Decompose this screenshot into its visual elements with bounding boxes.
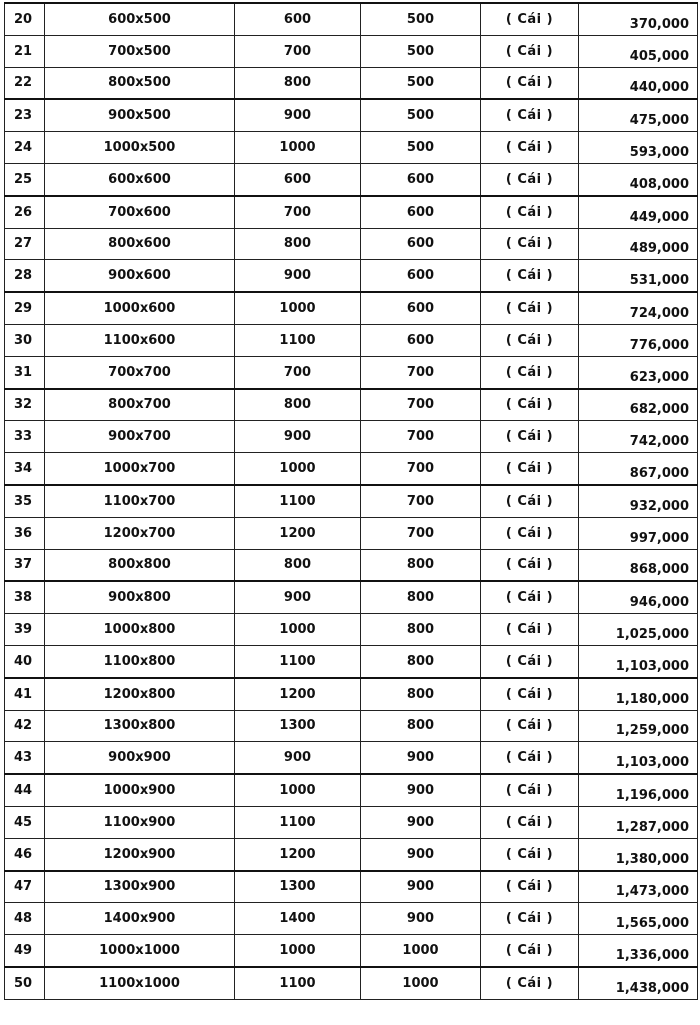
row-number-cell: 46: [5, 838, 45, 870]
price-cell: 1,196,000: [579, 774, 698, 806]
width-cell: 800: [235, 389, 361, 421]
unit-cell: ( Cái ): [481, 549, 579, 581]
row-number-cell: 33: [5, 421, 45, 453]
price-cell: 1,380,000: [579, 838, 698, 870]
size-cell: 600x600: [45, 163, 235, 195]
width-cell: 1300: [235, 710, 361, 742]
height-cell: 900: [361, 806, 481, 838]
unit-cell: ( Cái ): [481, 292, 579, 324]
price-cell: 408,000: [579, 163, 698, 195]
row-number-cell: 44: [5, 774, 45, 806]
unit-cell: ( Cái ): [481, 710, 579, 742]
unit-cell: ( Cái ): [481, 935, 579, 967]
width-cell: 1100: [235, 967, 361, 999]
width-cell: 900: [235, 421, 361, 453]
width-cell: 1000: [235, 935, 361, 967]
height-cell: 500: [361, 99, 481, 131]
width-cell: 900: [235, 99, 361, 131]
width-cell: 800: [235, 549, 361, 581]
price-cell: 682,000: [579, 389, 698, 421]
width-cell: 1000: [235, 132, 361, 164]
unit-cell: ( Cái ): [481, 324, 579, 356]
size-cell: 1000x800: [45, 614, 235, 646]
row-number-cell: 42: [5, 710, 45, 742]
price-cell: 623,000: [579, 356, 698, 388]
height-cell: 800: [361, 581, 481, 613]
width-cell: 600: [235, 3, 361, 35]
price-cell: 531,000: [579, 260, 698, 292]
unit-cell: ( Cái ): [481, 838, 579, 870]
row-number-cell: 34: [5, 453, 45, 485]
width-cell: 1000: [235, 453, 361, 485]
price-table: [4, 2, 698, 1000]
table-row: [5, 742, 698, 774]
width-cell: 1000: [235, 292, 361, 324]
height-cell: 500: [361, 35, 481, 67]
price-cell: 1,565,000: [579, 903, 698, 935]
table-row: [5, 356, 698, 388]
table-row: [5, 614, 698, 646]
height-cell: 600: [361, 228, 481, 260]
table-row: [5, 421, 698, 453]
price-cell: 475,000: [579, 99, 698, 131]
row-number-cell: 35: [5, 485, 45, 517]
unit-cell: ( Cái ): [481, 132, 579, 164]
height-cell: 600: [361, 196, 481, 228]
height-cell: 900: [361, 742, 481, 774]
table-row: [5, 163, 698, 195]
height-cell: 600: [361, 163, 481, 195]
height-cell: 800: [361, 645, 481, 677]
row-number-cell: 26: [5, 196, 45, 228]
width-cell: 1100: [235, 806, 361, 838]
unit-cell: ( Cái ): [481, 35, 579, 67]
price-cell: 440,000: [579, 67, 698, 99]
height-cell: 500: [361, 3, 481, 35]
size-cell: 700x500: [45, 35, 235, 67]
table-row: [5, 292, 698, 324]
unit-cell: ( Cái ): [481, 678, 579, 710]
table-row: [5, 967, 698, 999]
size-cell: 700x600: [45, 196, 235, 228]
width-cell: 800: [235, 228, 361, 260]
size-cell: 800x600: [45, 228, 235, 260]
size-cell: 1000x1000: [45, 935, 235, 967]
size-cell: 1100x700: [45, 485, 235, 517]
price-cell: 1,103,000: [579, 645, 698, 677]
price-cell: 449,000: [579, 196, 698, 228]
size-cell: 1200x800: [45, 678, 235, 710]
price-cell: 1,438,000: [579, 967, 698, 999]
width-cell: 900: [235, 260, 361, 292]
width-cell: 800: [235, 67, 361, 99]
price-cell: 868,000: [579, 549, 698, 581]
unit-cell: ( Cái ): [481, 196, 579, 228]
size-cell: 1400x900: [45, 903, 235, 935]
width-cell: 1100: [235, 645, 361, 677]
height-cell: 700: [361, 389, 481, 421]
unit-cell: ( Cái ): [481, 742, 579, 774]
width-cell: 1000: [235, 614, 361, 646]
width-cell: 1200: [235, 517, 361, 549]
row-number-cell: 23: [5, 99, 45, 131]
width-cell: 700: [235, 196, 361, 228]
unit-cell: ( Cái ): [481, 485, 579, 517]
price-cell: 1,336,000: [579, 935, 698, 967]
price-table-body: [5, 3, 698, 999]
price-cell: 724,000: [579, 292, 698, 324]
unit-cell: ( Cái ): [481, 228, 579, 260]
price-cell: 997,000: [579, 517, 698, 549]
size-cell: 1000x600: [45, 292, 235, 324]
height-cell: 700: [361, 453, 481, 485]
height-cell: 800: [361, 614, 481, 646]
size-cell: 1200x700: [45, 517, 235, 549]
price-cell: 489,000: [579, 228, 698, 260]
unit-cell: ( Cái ): [481, 421, 579, 453]
unit-cell: ( Cái ): [481, 903, 579, 935]
width-cell: 1300: [235, 871, 361, 903]
row-number-cell: 49: [5, 935, 45, 967]
size-cell: 1100x800: [45, 645, 235, 677]
row-number-cell: 50: [5, 967, 45, 999]
size-cell: 800x800: [45, 549, 235, 581]
unit-cell: ( Cái ): [481, 389, 579, 421]
size-cell: 1100x900: [45, 806, 235, 838]
row-number-cell: 22: [5, 67, 45, 99]
row-number-cell: 40: [5, 645, 45, 677]
row-number-cell: 25: [5, 163, 45, 195]
price-cell: 405,000: [579, 35, 698, 67]
row-number-cell: 24: [5, 132, 45, 164]
unit-cell: ( Cái ): [481, 260, 579, 292]
height-cell: 1000: [361, 967, 481, 999]
size-cell: 1100x600: [45, 324, 235, 356]
width-cell: 1400: [235, 903, 361, 935]
table-row: [5, 453, 698, 485]
row-number-cell: 30: [5, 324, 45, 356]
table-row: [5, 260, 698, 292]
size-cell: 800x500: [45, 67, 235, 99]
height-cell: 600: [361, 260, 481, 292]
table-row: [5, 517, 698, 549]
unit-cell: ( Cái ): [481, 581, 579, 613]
price-cell: 867,000: [579, 453, 698, 485]
table-row: [5, 903, 698, 935]
price-cell: 1,180,000: [579, 678, 698, 710]
price-cell: 593,000: [579, 132, 698, 164]
price-cell: 1,259,000: [579, 710, 698, 742]
unit-cell: ( Cái ): [481, 517, 579, 549]
table-row: [5, 935, 698, 967]
row-number-cell: 27: [5, 228, 45, 260]
unit-cell: ( Cái ): [481, 774, 579, 806]
size-cell: 600x500: [45, 3, 235, 35]
size-cell: 1100x1000: [45, 967, 235, 999]
table-row: [5, 99, 698, 131]
table-row: [5, 324, 698, 356]
size-cell: 900x700: [45, 421, 235, 453]
row-number-cell: 31: [5, 356, 45, 388]
size-cell: 800x700: [45, 389, 235, 421]
height-cell: 900: [361, 871, 481, 903]
width-cell: 1200: [235, 838, 361, 870]
price-cell: 370,000: [579, 3, 698, 35]
row-number-cell: 39: [5, 614, 45, 646]
width-cell: 1100: [235, 324, 361, 356]
table-row: [5, 389, 698, 421]
row-number-cell: 32: [5, 389, 45, 421]
row-number-cell: 45: [5, 806, 45, 838]
height-cell: 600: [361, 292, 481, 324]
table-row: [5, 549, 698, 581]
table-row: [5, 645, 698, 677]
row-number-cell: 41: [5, 678, 45, 710]
price-cell: 1,025,000: [579, 614, 698, 646]
width-cell: 600: [235, 163, 361, 195]
unit-cell: ( Cái ): [481, 453, 579, 485]
size-cell: 1300x900: [45, 871, 235, 903]
height-cell: 900: [361, 903, 481, 935]
height-cell: 700: [361, 517, 481, 549]
table-row: [5, 871, 698, 903]
price-cell: 932,000: [579, 485, 698, 517]
row-number-cell: 20: [5, 3, 45, 35]
height-cell: 600: [361, 324, 481, 356]
table-row: [5, 228, 698, 260]
size-cell: 900x500: [45, 99, 235, 131]
unit-cell: ( Cái ): [481, 967, 579, 999]
price-cell: 1,473,000: [579, 871, 698, 903]
width-cell: 700: [235, 356, 361, 388]
price-cell: 946,000: [579, 581, 698, 613]
price-cell: 1,103,000: [579, 742, 698, 774]
height-cell: 700: [361, 485, 481, 517]
row-number-cell: 29: [5, 292, 45, 324]
price-cell: 742,000: [579, 421, 698, 453]
height-cell: 700: [361, 356, 481, 388]
table-row: [5, 581, 698, 613]
height-cell: 500: [361, 67, 481, 99]
height-cell: 500: [361, 132, 481, 164]
table-row: [5, 67, 698, 99]
size-cell: 900x900: [45, 742, 235, 774]
width-cell: 900: [235, 581, 361, 613]
table-row: [5, 196, 698, 228]
row-number-cell: 38: [5, 581, 45, 613]
width-cell: 700: [235, 35, 361, 67]
row-number-cell: 36: [5, 517, 45, 549]
height-cell: 700: [361, 421, 481, 453]
row-number-cell: 21: [5, 35, 45, 67]
height-cell: 800: [361, 549, 481, 581]
size-cell: 1300x800: [45, 710, 235, 742]
unit-cell: ( Cái ): [481, 163, 579, 195]
row-number-cell: 28: [5, 260, 45, 292]
table-row: [5, 485, 698, 517]
table-row: [5, 710, 698, 742]
table-row: [5, 678, 698, 710]
unit-cell: ( Cái ): [481, 3, 579, 35]
height-cell: 800: [361, 678, 481, 710]
unit-cell: ( Cái ): [481, 645, 579, 677]
height-cell: 900: [361, 838, 481, 870]
height-cell: 800: [361, 710, 481, 742]
size-cell: 900x800: [45, 581, 235, 613]
width-cell: 900: [235, 742, 361, 774]
height-cell: 1000: [361, 935, 481, 967]
table-row: [5, 774, 698, 806]
size-cell: 900x600: [45, 260, 235, 292]
row-number-cell: 48: [5, 903, 45, 935]
row-number-cell: 37: [5, 549, 45, 581]
table-row: [5, 35, 698, 67]
unit-cell: ( Cái ): [481, 614, 579, 646]
size-cell: 1000x700: [45, 453, 235, 485]
table-row: [5, 3, 698, 35]
size-cell: 1000x900: [45, 774, 235, 806]
height-cell: 900: [361, 774, 481, 806]
table-row: [5, 806, 698, 838]
price-cell: 776,000: [579, 324, 698, 356]
unit-cell: ( Cái ): [481, 871, 579, 903]
width-cell: 1000: [235, 774, 361, 806]
size-cell: 1200x900: [45, 838, 235, 870]
row-number-cell: 47: [5, 871, 45, 903]
width-cell: 1100: [235, 485, 361, 517]
row-number-cell: 43: [5, 742, 45, 774]
size-cell: 1000x500: [45, 132, 235, 164]
unit-cell: ( Cái ): [481, 356, 579, 388]
size-cell: 700x700: [45, 356, 235, 388]
unit-cell: ( Cái ): [481, 806, 579, 838]
unit-cell: ( Cái ): [481, 67, 579, 99]
price-cell: 1,287,000: [579, 806, 698, 838]
unit-cell: ( Cái ): [481, 99, 579, 131]
table-row: [5, 838, 698, 870]
table-row: [5, 132, 698, 164]
width-cell: 1200: [235, 678, 361, 710]
